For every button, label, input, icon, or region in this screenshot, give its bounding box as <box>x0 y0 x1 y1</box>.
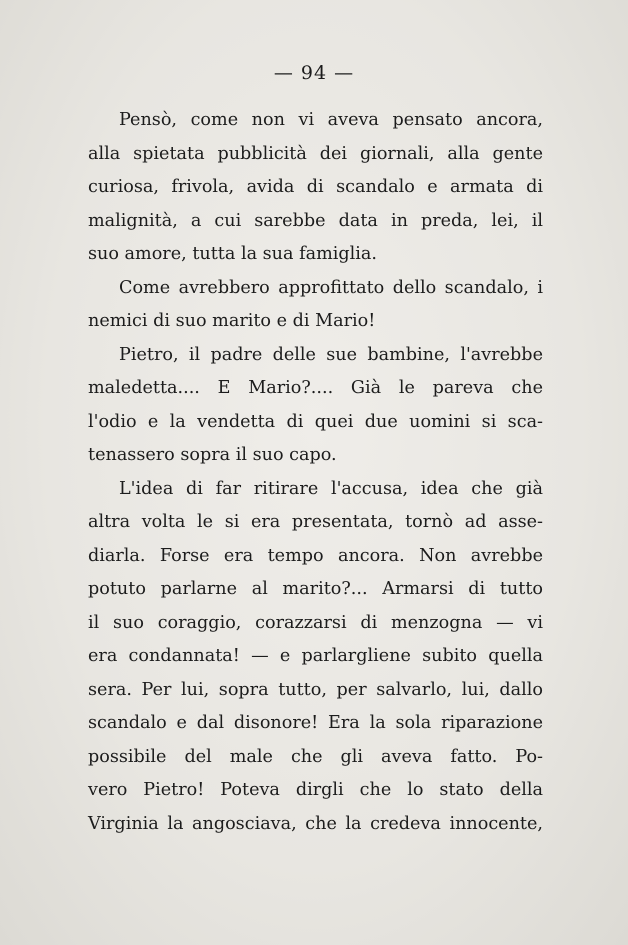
text-line: suo amore, tutta la sua famiglia. <box>88 244 377 264</box>
text-line: altra volta le si era presentata, tornò ad asse- <box>88 512 543 532</box>
text-line: Virginia la angosciava, che la credeva innocente, <box>88 813 543 834</box>
text-line: era condannata! — e parlargliene subito quella <box>88 646 543 666</box>
text-line: curiosa, frivola, avida di scandalo e armata di <box>88 177 543 197</box>
text-line: Pensò, come non vi aveva pensato ancora, <box>119 110 543 130</box>
text-line: l'odio e la vendetta di quei due uomini si sca- <box>88 411 543 432</box>
text-line: tenassero sopra il suo capo. <box>88 445 337 465</box>
body-text <box>88 104 543 841</box>
page-number: — 94 — <box>273 62 355 84</box>
text-line: vero Pietro! Poteva dirgli che lo stato della <box>88 780 543 800</box>
text-line: possibile del male che gli aveva fatto. Po- <box>88 746 543 767</box>
text-line: alla spietata pubblicità dei giornali, alla gente <box>88 143 543 164</box>
text-line: sera. Per lui, sopra tutto, per salvarlo, lui, dallo <box>88 679 543 700</box>
text-line: maledetta.... E Mario?.... Già le pareva che <box>88 378 543 398</box>
text-line: diarla. Forse era tempo ancora. Non avrebbe <box>88 545 543 566</box>
text-line: il suo coraggio, corazzarsi di menzogna — vi <box>88 612 543 633</box>
text-line: Come avrebbero approfittato dello scandalo, i <box>119 277 543 298</box>
text-line: potuto parlarne al marito?... Armarsi di tutto <box>88 579 543 599</box>
text-line: scandalo e dal disonore! Era la sola riparazione <box>88 713 543 733</box>
text-line: Pietro, il padre delle sue bambine, l'avrebbe <box>119 344 543 365</box>
text-line: nemici di suo marito e di Mario! <box>88 311 376 331</box>
text-line: L'idea di far ritirare l'accusa, idea che già <box>119 478 543 499</box>
text-line: malignità, a cui sarebbe data in preda, lei, il <box>88 210 543 231</box>
